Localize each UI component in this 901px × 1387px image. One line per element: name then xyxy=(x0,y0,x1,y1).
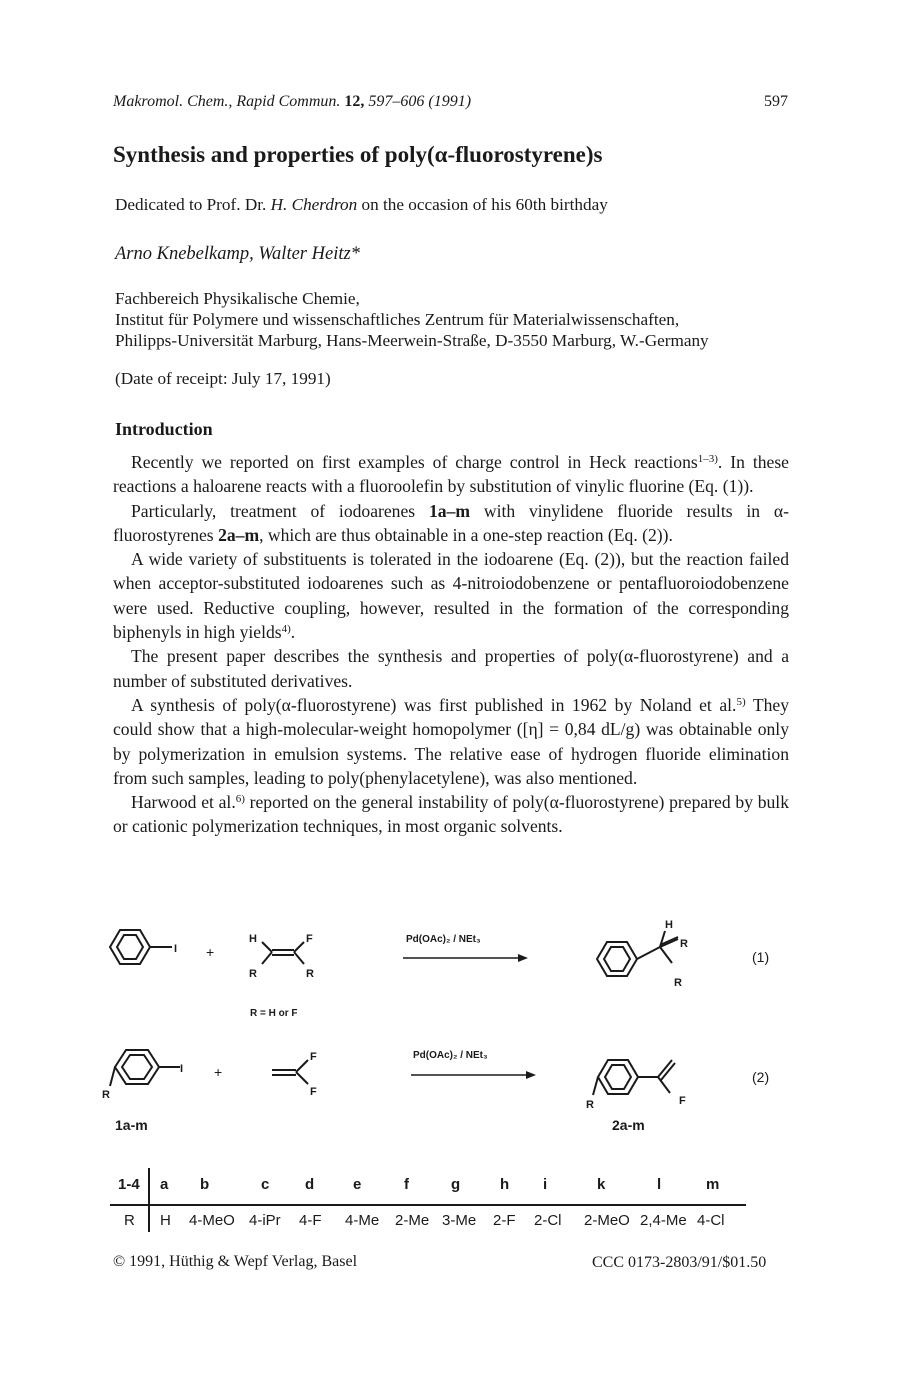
table-vertical-rule xyxy=(148,1168,150,1232)
ccc-code: CCC 0173-2803/91/$01.50 xyxy=(592,1254,767,1271)
vinyl-group xyxy=(638,1060,675,1093)
atom-label: F xyxy=(306,933,313,945)
reference: 6) xyxy=(235,793,245,806)
atom-label: F xyxy=(310,1051,317,1063)
affiliation-line: Fachbereich Physikalische Chemie, xyxy=(115,289,360,308)
arrow-head xyxy=(518,954,528,962)
alkene-structure xyxy=(262,942,304,964)
plus-sign: + xyxy=(214,1064,223,1080)
table-column-header: g xyxy=(451,1176,461,1193)
paragraph xyxy=(113,450,789,499)
text: Particularly, treatment of iodoarenes xyxy=(131,500,429,521)
reference: 5) xyxy=(736,695,746,708)
table-column-header: f xyxy=(404,1176,409,1193)
text: A synthesis of poly(α-fluorostyrene) was first published in 1962 by Noland et al. xyxy=(131,694,737,715)
table-column-header: h xyxy=(500,1176,510,1193)
compound-label: 2a–m xyxy=(218,524,260,545)
journal-name: Makromol. Chem., Rapid Commun. xyxy=(113,93,341,110)
atom-label: I xyxy=(174,943,178,955)
atom-label: R xyxy=(102,1089,110,1101)
table-column-header: b xyxy=(200,1176,210,1193)
atom-label: H xyxy=(665,919,673,931)
page-number: 597 xyxy=(764,93,788,110)
equation-number: (2) xyxy=(752,1069,770,1085)
atom-label: H xyxy=(249,933,257,945)
benzene-ring-icon xyxy=(597,942,637,976)
table-cell: H xyxy=(160,1212,171,1229)
vinyl-group xyxy=(637,931,678,963)
table-column-header: l xyxy=(657,1176,662,1193)
table-column-header: e xyxy=(353,1176,362,1193)
paragraph xyxy=(113,499,789,548)
dedication-before: Dedicated to Prof. Dr. xyxy=(115,195,267,214)
table-cell: 2-Cl xyxy=(534,1212,562,1229)
atom-label: R xyxy=(249,968,257,980)
dedication-after: on the occasion of his 60th birthday xyxy=(361,195,608,214)
table-cell: 4-Me xyxy=(345,1212,380,1229)
table-cell: 2-MeO xyxy=(584,1212,630,1229)
table-cell: 4-MeO xyxy=(189,1212,235,1229)
table-cell: 2,4-Me xyxy=(640,1212,687,1229)
text: . xyxy=(290,622,296,643)
compound-label: 1a-m xyxy=(115,1117,148,1133)
table-cell: 4-Cl xyxy=(697,1212,725,1229)
reference: 1–3) xyxy=(697,453,718,465)
text: They could show that a high-molecular-weight homopolymer ([η] = 0,84 dL/g) was obtainable only by polymerization in emulsion systems. The relative ease of hydrogen fluoride elimination from such samples, leading to poly(phenylacetylene), was also mentioned. xyxy=(113,694,789,788)
paper-title: Synthesis and properties of poly(α-fluorostyrene)s xyxy=(113,142,603,167)
paragraph xyxy=(113,790,789,839)
affiliation-line: Philipps-Universität Marburg, Hans-Meerwein-Straße, D-3550 Marburg, W.-Germany xyxy=(115,331,709,350)
text: Recently we reported on first examples of charge control in Heck reactions xyxy=(131,452,698,472)
vinylidene-fluoride-structure xyxy=(272,1060,308,1084)
reference: 4) xyxy=(281,623,291,636)
benzene-ring-icon xyxy=(110,930,150,964)
catalyst-label: Pd(OAc)₂ / NEt₃ xyxy=(413,1050,488,1061)
introduction-body xyxy=(113,450,789,839)
text: A wide variety of substituents is tolerated in the iodoarene (Eq. (2)), but the reaction failed when acceptor-substituted iodoarenes such as 4-nitroiodobenzene or pentafluoroiodobenzene were used. Reductive coupling, however, resulted in the formation of the corresponding biphenyls in high yields xyxy=(113,549,789,643)
table-column-header: d xyxy=(305,1176,315,1193)
table-cell: 2-F xyxy=(493,1212,516,1229)
dedication xyxy=(115,195,608,215)
affiliation-line: Institut für Polymere und wissenschaftliches Zentrum für Materialwissenschaften, xyxy=(115,310,680,329)
atom-label: F xyxy=(310,1086,317,1098)
benzene-ring-icon xyxy=(598,1060,638,1094)
atom-label: R xyxy=(680,938,688,950)
atom-label: I xyxy=(180,1063,184,1075)
bond-line xyxy=(593,1077,598,1095)
table-column-header: i xyxy=(543,1176,548,1193)
text: . In these reactions a haloarene reacts with a fluoroolefin by substitution of vinylic fluorine (Eq. (1)). xyxy=(113,452,789,497)
journal-pages: 597–606 (1991) xyxy=(368,93,472,110)
substituent-table xyxy=(110,1168,750,1238)
plus-sign: + xyxy=(206,944,215,960)
text: reported on the general instability of poly(α-fluorostyrene) prepared by bulk or cationic polymerization techniques, in most organic solvents. xyxy=(113,792,789,837)
journal-volume: 12, xyxy=(344,93,365,110)
table-column-header: a xyxy=(160,1176,169,1193)
table-cell: 4-iPr xyxy=(249,1212,281,1229)
reaction-scheme xyxy=(100,905,800,1145)
paragraph xyxy=(113,547,789,644)
text: The present paper describes the synthesis and properties of poly(α-fluorostyrene) and a number of substituted derivatives. xyxy=(113,646,789,691)
arrow-head xyxy=(526,1071,536,1079)
paragraph xyxy=(113,693,789,790)
table-row-header: R xyxy=(124,1212,135,1229)
table-cell: 4-F xyxy=(299,1212,322,1229)
authors: Arno Knebelkamp, Walter Heitz* xyxy=(115,244,360,264)
affiliation xyxy=(115,288,709,351)
running-header xyxy=(113,93,471,111)
receipt-date: (Date of receipt: July 17, 1991) xyxy=(115,369,331,388)
copyright: © 1991, Hüthig & Wepf Verlag, Basel xyxy=(113,1253,358,1270)
paragraph xyxy=(113,644,789,693)
section-heading: Introduction xyxy=(115,419,213,439)
atom-label: R xyxy=(306,968,314,980)
text: Harwood et al. xyxy=(131,792,236,813)
catalyst-label: Pd(OAc)₂ / NEt₃ xyxy=(406,934,481,945)
table-row-header: 1-4 xyxy=(118,1176,140,1193)
table-column-header: k xyxy=(597,1176,606,1193)
table-cell: 3-Me xyxy=(442,1212,477,1229)
table-horizontal-rule xyxy=(110,1204,746,1206)
atom-label: F xyxy=(679,1095,686,1107)
table-cell: 2-Me xyxy=(395,1212,430,1229)
r-definition: R = H or F xyxy=(250,1008,298,1019)
compound-label: 2a-m xyxy=(612,1117,645,1133)
bond-line xyxy=(110,1067,115,1086)
benzene-ring-icon xyxy=(115,1050,159,1084)
table-column-header: c xyxy=(261,1176,270,1193)
compound-label: 1a–m xyxy=(428,500,471,521)
dedication-name: H. Cherdron xyxy=(270,195,358,214)
atom-label: R xyxy=(586,1099,594,1111)
text: , which are thus obtainable in a one-step reaction (Eq. (2)). xyxy=(259,524,673,545)
table-column-header: m xyxy=(706,1176,720,1193)
equation-number: (1) xyxy=(752,949,770,965)
text: with vinylidene fluoride results in α-fluorostyrenes xyxy=(113,500,789,545)
atom-label: R xyxy=(674,977,682,989)
